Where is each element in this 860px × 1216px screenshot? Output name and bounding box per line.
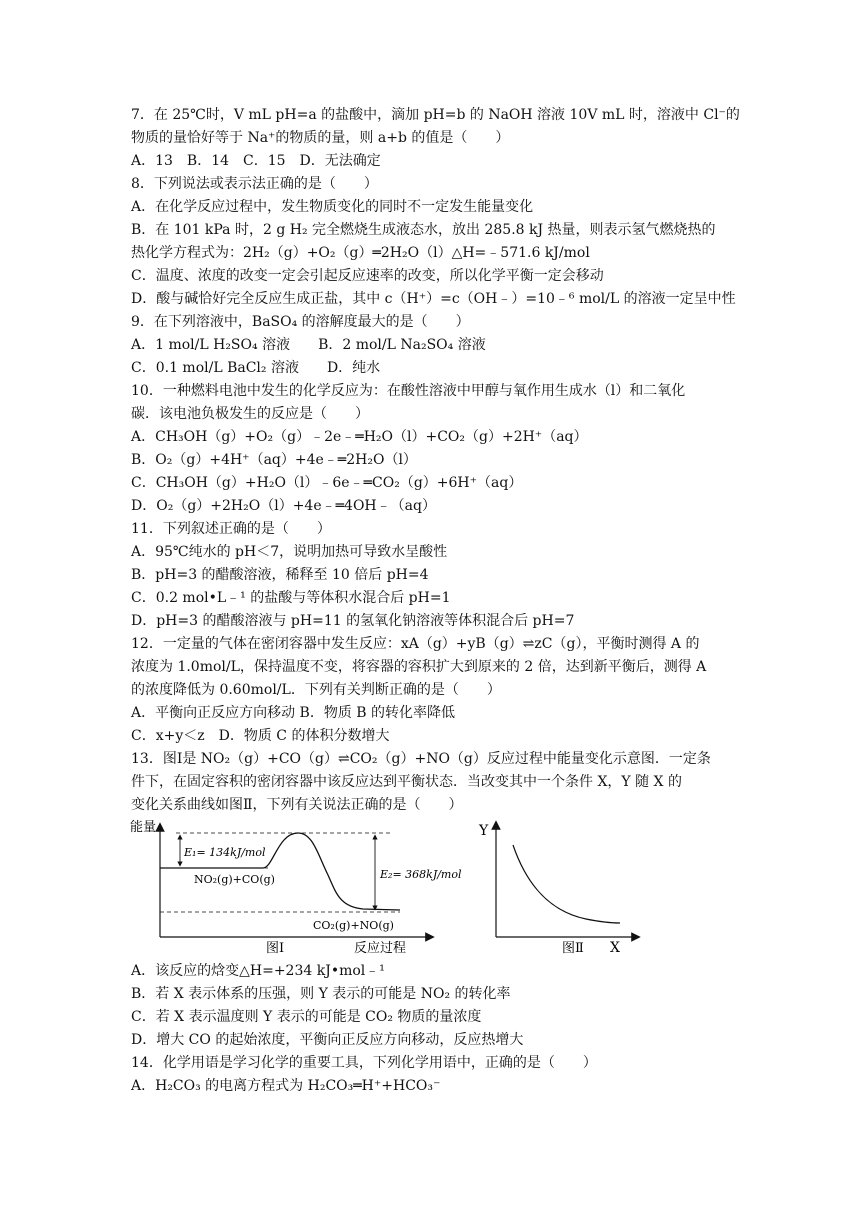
q10-line1: 10．一种燃料电池中发生的化学反应为：在酸性溶液中甲醇与氧作用生成水（l）和二氧化 bbox=[131, 383, 686, 399]
q13-line1: 13．图Ⅰ是 NO₂（g）+CO（g）⇌CO₂（g）+NO（g）反应过程中能量变化示意图．一定条 bbox=[131, 751, 711, 767]
fig1-x-label: 反应过程 bbox=[354, 941, 407, 956]
fig1-y-label: 能量 bbox=[130, 820, 157, 835]
q7-options: A．13 B．14 C．15 D．无法确定 bbox=[131, 153, 381, 169]
q11-option-b: B．pH=3 的醋酸溶液，稀释至 10 倍后 pH=4 bbox=[131, 567, 429, 583]
energy-diagram-figure-1 bbox=[128, 815, 462, 956]
q11-stem: 11．下列叙述正确的是（ ） bbox=[131, 521, 331, 537]
q11-option-a: A．95℃纯水的 pH＜7，说明加热可导致水呈酸性 bbox=[131, 544, 448, 560]
q8-option-b-line2: 热化学方程式为：2H₂（g）+O₂（g）═2H₂O（l）△H=﹣571.6 kJ/mol bbox=[131, 245, 590, 261]
fig1-reactants-label: NO₂(g)+CO(g) bbox=[194, 873, 275, 886]
q13-option-d: D．增大 CO 的起始浓度，平衡向正反应方向移动，反应热增大 bbox=[131, 1032, 524, 1048]
fig2-caption: 图Ⅱ bbox=[562, 941, 584, 956]
q12-line3: 的浓度降低为 0.60mol/L．下列有关判断正确的是（ ） bbox=[131, 682, 501, 698]
fig1-energy-curve bbox=[160, 833, 400, 910]
fig1-e1-label: E₁= 134kJ/mol bbox=[184, 846, 266, 859]
q8-option-c: C．温度、浓度的改变一定会引起反应速率的改变，所以化学平衡一定会移动 bbox=[131, 268, 604, 284]
fig1-caption: 图Ⅰ bbox=[266, 941, 285, 956]
q8-option-a: A．在化学反应过程中，发生物质变化的同时不一定发生能量变化 bbox=[131, 199, 534, 215]
q10-option-c: C．CH₃OH（g）+H₂O（l）﹣6e﹣═CO₂（g）+6H⁺（aq） bbox=[131, 475, 523, 491]
q12-options-cd: C．x+y＜z D．物质 C 的体积分数增大 bbox=[131, 728, 390, 744]
q13-option-c: C．若 X 表示温度则 Y 表示的可能是 CO₂ 物质的量浓度 bbox=[131, 1009, 482, 1025]
q12-line2: 浓度为 1.0mol/L，保持温度不变，将容器的容积扩大到原来的 2 倍，达到新平衡后，测得 A bbox=[131, 659, 707, 675]
q8-stem: 8．下列说法或表示法正确的是（ ） bbox=[131, 176, 378, 192]
q13-line2: 件下，在固定容积的密闭容器中该反应达到平衡状态．当改变其中一个条件 X，Y 随 X 的 bbox=[131, 774, 682, 790]
q10-option-b: B．O₂（g）+4H⁺（aq）+4e﹣═2H₂O（l） bbox=[131, 452, 417, 468]
q9-stem: 9．在下列溶液中，BaSO₄ 的溶解度最大的是（ ） bbox=[131, 314, 470, 330]
q11-option-d: D．pH=3 的醋酸溶液与 pH=11 的氢氧化钠溶液等体积混合后 pH=7 bbox=[131, 613, 575, 629]
q13-line3: 变化关系曲线如图Ⅱ，下列有关说法正确的是（ ） bbox=[131, 797, 463, 813]
y-vs-x-figure-2 bbox=[476, 815, 646, 955]
q13-option-b: B．若 X 表示体系的压强，则 Y 表示的可能是 NO₂ 的转化率 bbox=[131, 986, 511, 1002]
q7-line1: 7．在 25℃时，V mL pH=a 的盐酸中，滴加 pH=b 的 NaOH 溶液 10V mL 时，溶液中 Cl⁻的 bbox=[131, 107, 740, 123]
fig2-y-label: Y bbox=[479, 823, 489, 839]
q8-option-d: D．酸与碱恰好完全反应生成正盐，其中 c（H⁺）=c（OH﹣）=10﹣⁶ mol/L 的溶液一定呈中性 bbox=[131, 291, 736, 307]
q10-line2: 碳．该电池负极发生的反应是（ ） bbox=[131, 406, 369, 422]
q10-option-d: D．O₂（g）+2H₂O（l）+4e﹣═4OH﹣（aq） bbox=[131, 498, 436, 514]
fig1-e2-label: E₂= 368kJ/mol bbox=[380, 868, 462, 881]
q12-options-ab: A．平衡向正反应方向移动 B．物质 B 的转化率降低 bbox=[131, 705, 456, 721]
q8-option-b-line1: B．在 101 kPa 时，2 g H₂ 完全燃烧生成液态水，放出 285.8 kJ 热量，则表示氢气燃烧热的 bbox=[131, 222, 716, 238]
fig1-products-label: CO₂(g)+NO(g) bbox=[313, 919, 394, 932]
q11-option-c: C．0.2 mol•L﹣¹ 的盐酸与等体积水混合后 pH=1 bbox=[131, 590, 451, 606]
q9-options-cd: C．0.1 mol/L BaCl₂ 溶液 D．纯水 bbox=[131, 360, 381, 376]
fig2-curve bbox=[513, 845, 620, 923]
q13-option-a: A．该反应的焓变△H=+234 kJ•mol﹣¹ bbox=[131, 963, 385, 979]
q9-options-ab: A．1 mol/L H₂SO₄ 溶液 B．2 mol/L Na₂SO₄ 溶液 bbox=[131, 337, 486, 353]
fig2-x-label: X bbox=[610, 940, 620, 956]
q14-stem: 14．化学用语是学习化学的重要工具，下列化学用语中，正确的是（ ） bbox=[131, 1055, 597, 1071]
q12-line1: 12．一定量的气体在密闭容器中发生反应：xA（g）+yB（g）⇌zC（g），平衡时测得 A 的 bbox=[131, 636, 700, 652]
q7-line2: 物质的量恰好等于 Na⁺的物质的量，则 a+b 的值是（ ） bbox=[131, 130, 510, 146]
q10-option-a: A．CH₃OH（g）+O₂（g）﹣2e﹣═H₂O（l）+CO₂（g）+2H⁺（aq） bbox=[131, 429, 588, 445]
q14-option-a: A．H₂CO₃ 的电离方程式为 H₂CO₃═H⁺+HCO₃⁻ bbox=[131, 1078, 441, 1094]
